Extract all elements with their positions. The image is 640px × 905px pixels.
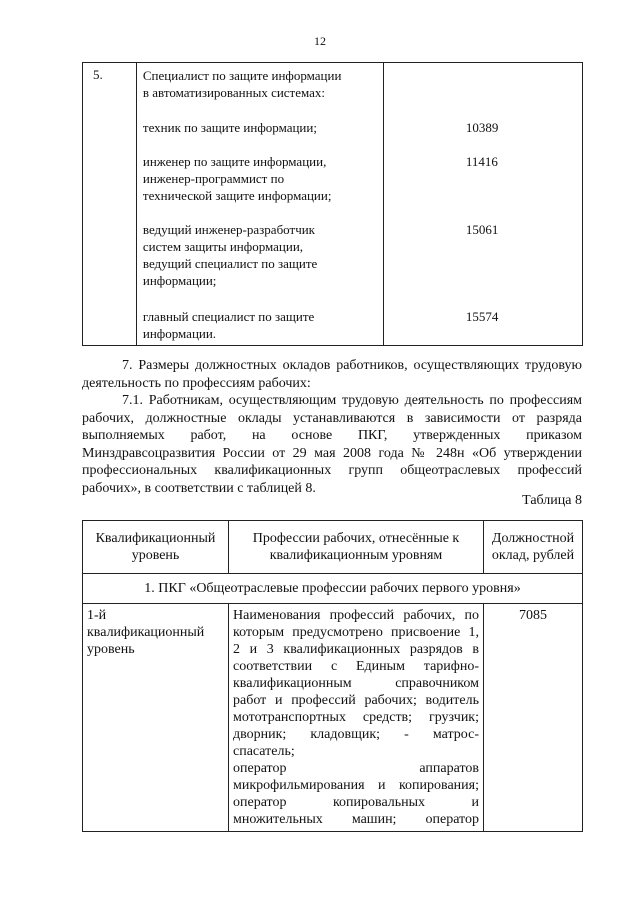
salary-lead-engineer: 15061 (465, 222, 499, 237)
salary-chief-specialist: 15574 (465, 309, 499, 324)
group-title-pkg: 1. ПКГ «Общеотраслевые профессии рабочих первого уровня» (83, 574, 583, 604)
positions-table-continued (82, 62, 583, 346)
position-technician: техник по защите информации; (142, 120, 317, 135)
header-professions: Профессии рабочих, отнесённые к квалификационным уровням (229, 521, 484, 574)
paragraph-7: 7. Размеры должностных окладов работников, осуществляющих трудовую деятельность по профессиям рабочих: (82, 358, 582, 391)
salary-technician: 10389 (465, 120, 499, 135)
table-row (83, 604, 583, 832)
professions-list: Наименования профессий рабочих, по которым предусмотрено присвоение 1, 2 и 3 квалификационных разрядов в соответствии с Единым тарифно- квалификационным справочником работ и профессий рабочих; водитель мототранспортных средств; грузчик; дворник; кладовщик; - матрос- спасатель; оператор аппаратов микрофильмирования и копирования; оператор копировальных и множительных машин; оператор (229, 604, 484, 832)
table-header-row (83, 521, 583, 574)
page-number: 12 (314, 34, 326, 48)
position-chief-specialist: главный специалист по защите информации. (142, 309, 315, 341)
position-engineer: инженер по защите информации, инженер-программист по технической защите информации; (142, 154, 332, 203)
group-row (83, 574, 583, 604)
paragraph-7-1: 7.1. Работникам, осуществляющим трудовую деятельность по профессиям рабочих, должностные оклады устанавливаются в зависимости от разряда выполняемых работ, на основе ПКГ, утвержденных приказом Минздравсоцразвития России от 29 мая 2008 года № 248н «Об утверждении профессиональных квалификационных групп общеотраслевых профессий рабочих», в соответствии с таблицей 8. (82, 393, 582, 496)
group-title: Специалист по защите информации в автоматизированных системах: (142, 68, 342, 100)
row-number: 5. (93, 67, 103, 82)
position-lead-engineer: ведущий инженер-разработчик систем защиты информации, ведущий специалист по защите информации; (142, 222, 318, 288)
table-8 (82, 520, 583, 832)
table-caption: Таблица 8 (522, 493, 582, 508)
salary-value: 7085 (484, 604, 583, 832)
level-label: 1-й квалификационный уровень (83, 604, 229, 832)
header-level: Квалификационный уровень (83, 521, 229, 574)
salary-engineer: 11416 (465, 154, 498, 169)
header-salary: Должностной оклад, рублей (484, 521, 583, 574)
